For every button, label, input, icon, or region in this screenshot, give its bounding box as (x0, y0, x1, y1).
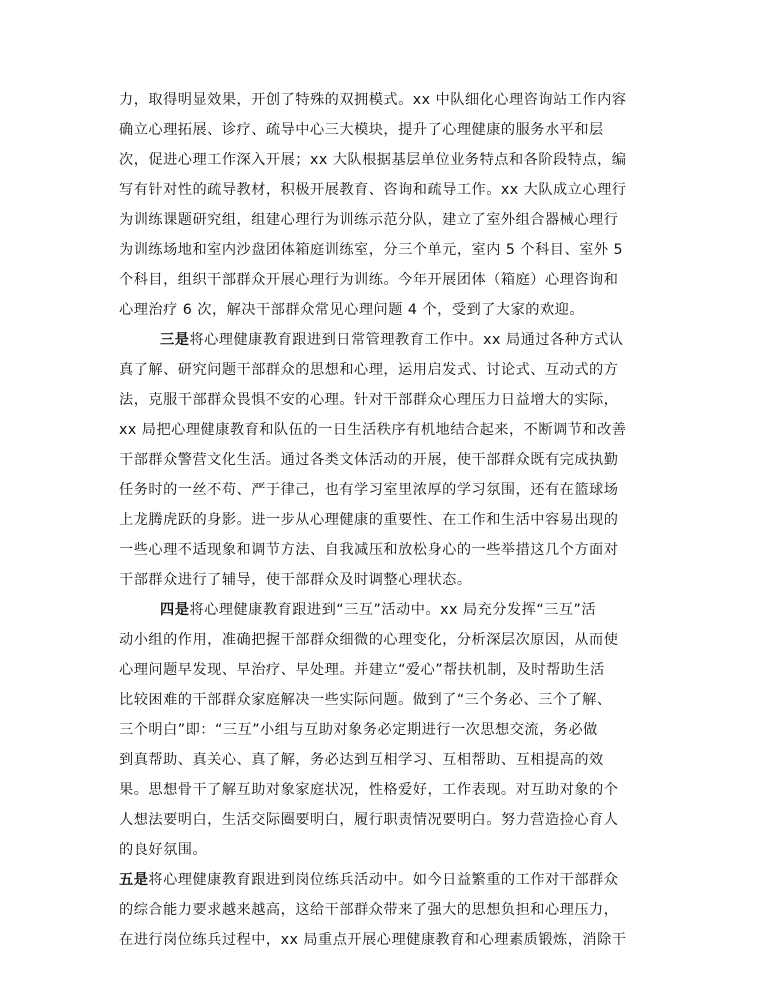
text-line: 为训练课题研究组，组建心理行为训练示范分队，建立了室外组合器械心理行 (119, 212, 619, 228)
paragraph-text: 将心理健康教育跟进到日常管理教育工作中。xx 局通过各种方式认 (189, 332, 624, 348)
text-line: 的综合能力要求越来越高，这给干部群众带来了强大的思想负担和心理压力， (119, 902, 619, 918)
text-line: 一些心理不适现象和调节方法、自我减压和放松身心的一些举措这几个方面对 (119, 542, 619, 558)
text-line: 人想法要明白，生活交际圈要明白，履行职责情况要明白。努力营造捡心育人 (119, 812, 619, 828)
text-line: 为训练场地和室内沙盘团体箱庭训练室，分三个单元，室内 5 个科目、室外 5 (119, 242, 624, 258)
text-line: 心理问题早发现、早治疗、早处理。并建立“爱心”帮扶机制，及时帮助生活 (119, 662, 605, 678)
text-line: 动小组的作用，准确把握干部群众细微的心理变化，分析深层次原因，从而使 (119, 632, 619, 648)
text-line: 法，克服干部群众畏惧不安的心理。针对干部群众心理压力日益增大的实际， (119, 392, 619, 408)
text-line: 三个明白”即：“三互”小组与互助对象务必定期进行一次思想交流，务必做 (119, 722, 598, 738)
text-line: 上龙腾虎跃的身影。进一步从心理健康的重要性、在工作和生活中容易出现的 (119, 512, 619, 528)
text-line: 次，促进心理工作深入开展；xx 大队根据基层单位业务特点和各阶段特点，编 (119, 152, 627, 168)
paragraph-lead: 五是 (119, 872, 149, 888)
text-line: 干部群众进行了辅导，使干部群众及时调整心理状态。 (119, 572, 472, 588)
text-line: 确立心理拓展、诊疗、疏导中心三大模块，提升了心理健康的服务水平和层 (119, 122, 604, 138)
paragraph-lead: 四是 (160, 602, 190, 618)
text-line: 写有针对性的疏导教材，积极开展教育、咨询和疏导工作。xx 大队成立心理行 (119, 182, 627, 198)
text-line: 任务时的一丝不苟、严于律己，也有学习室里浓厚的学习氛围，还有在篮球场 (119, 482, 619, 498)
text-line: 个科目，组织干部群众开展心理行为训练。今年开展团体（箱庭）心理咨询和 (119, 272, 619, 288)
paragraph-text: 将心理健康教育跟进到“三互”活动中。xx 局充分发挥“三互”活 (189, 602, 597, 618)
text-line: xx 局把心理健康教育和队伍的一日生活秩序有机地结合起来，不断调节和改善 (119, 422, 627, 438)
text-line (119, 871, 618, 889)
text-line: 力，取得明显效果，开创了特殊的双拥模式。xx 中队细化心理咨询站工作内容 (119, 92, 627, 108)
paragraph-lead: 三是 (160, 332, 190, 348)
text-line: 在进行岗位练兵过程中，xx 局重点开展心理健康教育和心理素质锻炼，消除干 (119, 932, 627, 948)
text-line (160, 601, 596, 619)
text-line: 比较困难的干部群众家庭解决一些实际问题。做到了“三个务必、三个了解、 (119, 692, 612, 708)
text-line: 的良好氛围。 (119, 842, 208, 858)
text-line: 干部群众警营文化生活。通过各类文体活动的开展，使干部群众既有完成执勤 (119, 452, 619, 468)
text-line: 果。思想骨干了解互助对象家庭状况，性格爱好，工作表现。对互助对象的个 (119, 782, 619, 798)
text-line: 心理治疗 6 次，解决干部群众常见心理问题 4 个，受到了大家的欢迎。 (119, 302, 585, 318)
paragraph-text: 将心理健康教育跟进到岗位练兵活动中。如今日益繁重的工作对干部群众 (148, 872, 619, 888)
text-line: 到真帮助、真关心、真了解，务必达到互相学习、互相帮助、互相提高的效 (119, 752, 604, 768)
text-line: 真了解、研究问题干部群众的思想和心理，运用启发式、讨论式、互动式的方 (119, 362, 619, 378)
text-line (160, 331, 623, 349)
